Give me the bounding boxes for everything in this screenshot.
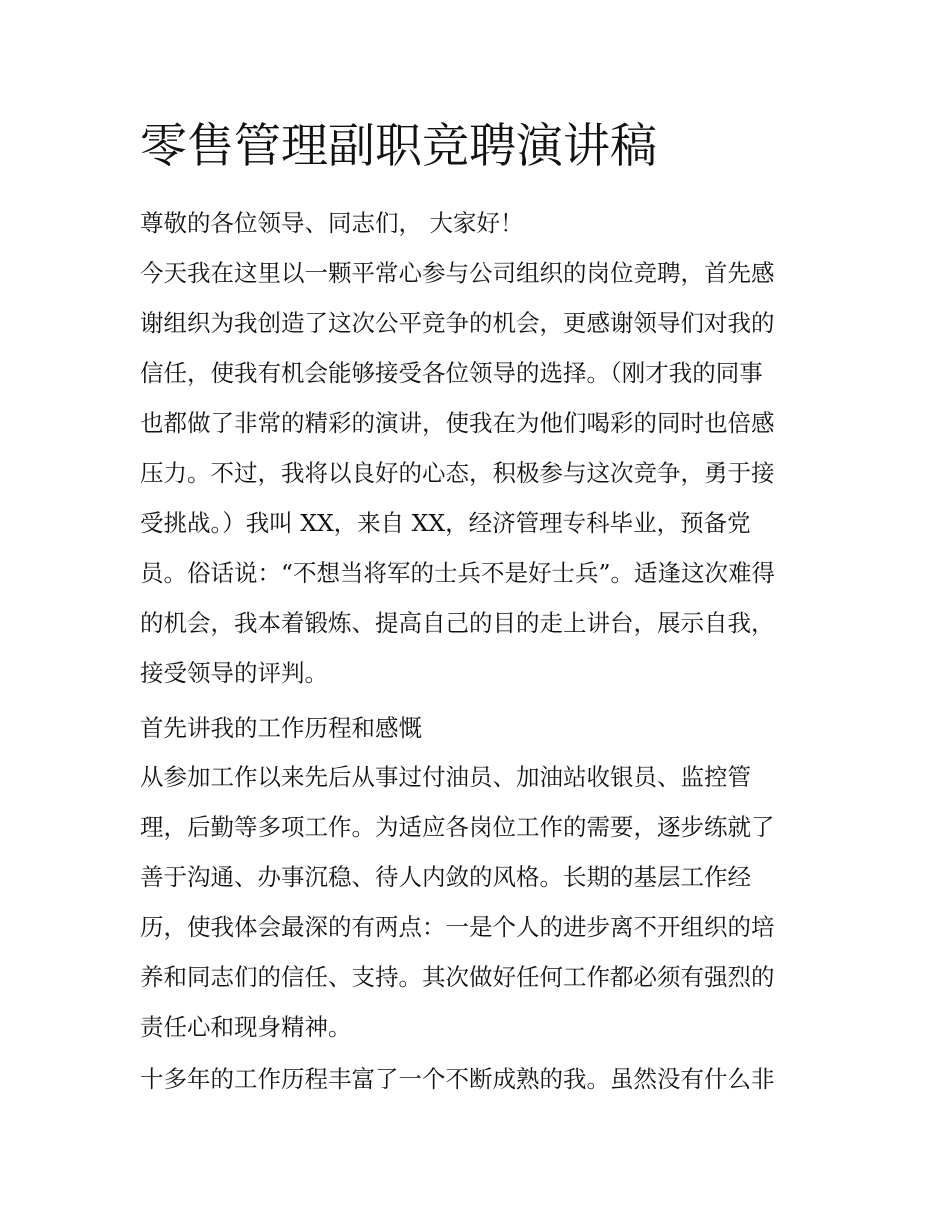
text-line: 也都做了非常的精彩的演讲，使我在为他们喝彩的同时也倍感 (140, 409, 775, 437)
text-line: 的机会，我本着锻炼、提高自己的目的走上讲台，展示自我， (140, 609, 775, 637)
text-line: 从参加工作以来先后从事过付油员、加油站收银员、监控管 (140, 763, 751, 791)
text-line: 信任，使我有机会能够接受各位领导的选择。（刚才我的同事 (140, 359, 763, 387)
text-line: 员。俗话说：“不想当将军的士兵不是好士兵”。适逢这次难得 (140, 559, 776, 587)
text-line: 接受领导的评判。 (140, 659, 328, 687)
text-line: 今天我在这里以一颗平常心参与公司组织的岗位竞聘，首先感 (140, 259, 775, 287)
text-line: 历，使我体会最深的有两点：一是个人的进步离不开组织的培 (140, 913, 775, 941)
paragraph-reflection (140, 1054, 815, 1104)
text-line: 养和同志们的信任、支持。其次做好任何工作都必须有强烈的 (140, 963, 775, 991)
paragraph-work-history (140, 752, 815, 1052)
text-line: 责任心和现身精神。 (140, 1013, 352, 1041)
document-title: 零售管理副职竞聘演讲稿 (140, 119, 657, 174)
text-line: 受挑战。）我叫 XX，来自 XX，经济管理专科毕业，预备党 (140, 509, 751, 537)
greeting-line: 尊敬的各位领导、同志们， 大家好！ (140, 209, 524, 237)
text-line: 谢组织为我创造了这次公平竞争的机会，更感谢领导们对我的 (140, 309, 775, 337)
text-line: 十多年的工作历程丰富了一个不断成熟的我。虽然没有什么非 (140, 1065, 775, 1093)
text-line: 压力。不过，我将以良好的心态，积极参与这次竞争，勇于接 (140, 459, 775, 487)
text-line: 善于沟通、办事沉稳、待人内敛的风格。长期的基层工作经 (140, 863, 751, 891)
text-line: 理，后勤等多项工作。为适应各岗位工作的需要，逐步练就了 (140, 813, 775, 841)
section-heading: 首先讲我的工作历程和感慨 (140, 714, 422, 742)
paragraph-introduction (140, 248, 815, 698)
